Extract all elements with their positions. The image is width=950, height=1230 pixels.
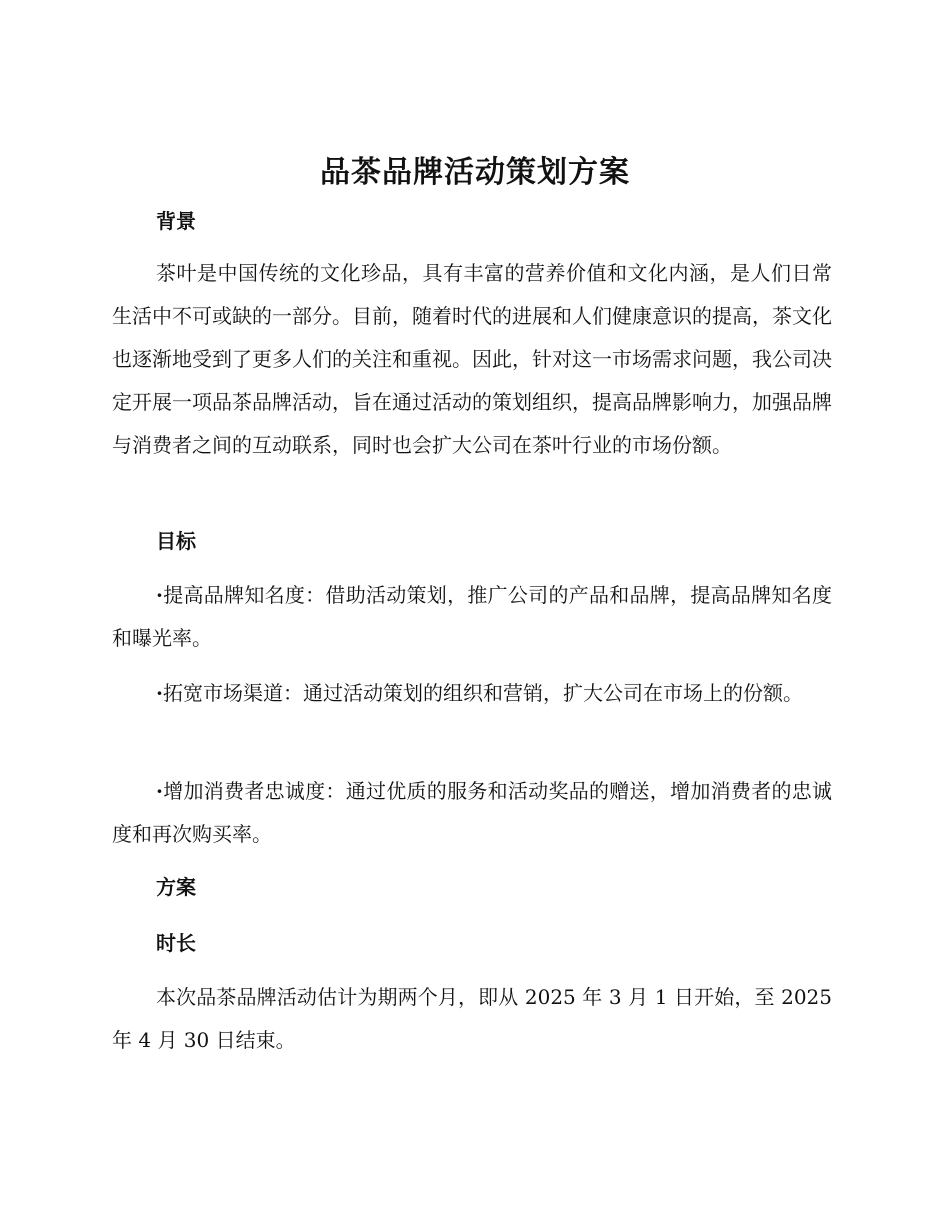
goal-item [112, 672, 832, 715]
goal-item [112, 770, 832, 856]
section-heading-goals: 目标 [156, 529, 196, 553]
duration-paragraph: 本次品茶品牌活动估计为期两个月，即从 2025 年 3 月 1 日开始，至 2025 年 4 月 30 日结束。 [112, 985, 832, 1052]
bullet-icon: · [156, 681, 163, 705]
bullet-icon: · [156, 583, 163, 607]
document-title: 品茶品牌活动策划方案 [320, 155, 630, 190]
goal-item [112, 574, 832, 660]
section-heading-plan: 方案 [156, 875, 196, 899]
goal-item-text: 提高品牌知名度：借助活动策划，推广公司的产品和品牌，提高品牌知名度和曝光率。 [112, 583, 832, 650]
goal-item-text: 增加消费者忠诚度：通过优质的服务和活动奖品的赠送，增加消费者的忠诚度和再次购买率。 [112, 779, 832, 846]
section-heading-background: 背景 [156, 209, 196, 233]
goal-item-text: 拓宽市场渠道：通过活动策划的组织和营销，扩大公司在市场上的份额。 [162, 681, 803, 705]
bullet-icon: · [156, 779, 163, 803]
background-paragraph: 茶叶是中国传统的文化珍品，具有丰富的营养价值和文化内涵，是人们日常生活中不可或缺的一部分。目前，随着时代的进展和人们健康意识的提高，茶文化也逐渐地受到了更多人们的关注和重视。因此，针对这一市场需求问题，我公司决定开展一项品茶品牌活动，旨在通过活动的策划组织，提高品牌影响力，加强品牌与消费者之间的互动联系，同时也会扩大公司在茶叶行业的市场份额。 [112, 261, 832, 457]
subsection-heading-duration: 时长 [156, 931, 196, 955]
